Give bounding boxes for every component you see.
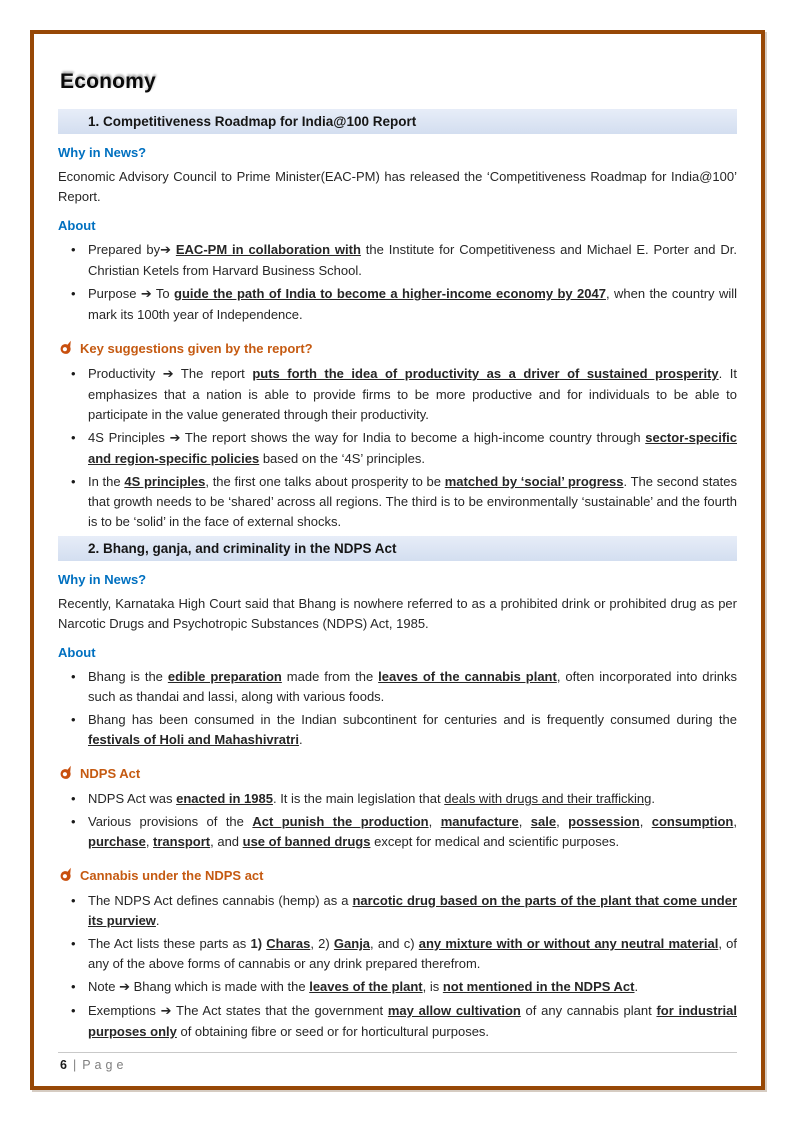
- text-segment: The Act states that the government: [171, 1003, 388, 1018]
- text-segment: may allow cultivation: [387, 1003, 521, 1018]
- text-segment: The NDPS Act defines cannabis (hemp) as a: [88, 893, 353, 908]
- text-segment: of any cannabis plant: [520, 1003, 657, 1018]
- text-segment: , often incorporated into drinks such as thandai and lassi, along with various foods.: [88, 669, 737, 704]
- text-segment: Bhang which is made with the: [129, 979, 310, 994]
- arrow-glyph: ➔: [160, 243, 171, 258]
- orange-subheading: [58, 340, 737, 356]
- page-number: 6: [60, 1058, 67, 1072]
- text-segment: Ganja: [333, 936, 371, 951]
- text-segment: Act punish the production: [252, 814, 429, 829]
- blue-subheading: About: [58, 645, 96, 660]
- page-footer: [58, 1052, 737, 1078]
- text-segment: Note: [88, 979, 120, 994]
- text-segment: manufacture: [440, 814, 519, 829]
- arrow-glyph: ➔: [119, 980, 130, 995]
- hand-pointer-icon: [58, 867, 72, 883]
- arrow-glyph: ➔: [162, 367, 174, 382]
- text-segment: ,: [556, 814, 569, 829]
- text-segment: made from the: [281, 669, 379, 684]
- text-segment: edible preparation: [167, 669, 282, 684]
- text-segment: , is: [422, 979, 443, 994]
- arrow-glyph: ➔: [169, 431, 181, 446]
- list-item: [88, 789, 737, 809]
- text-segment: Exemptions: [88, 1003, 161, 1018]
- list-item: [88, 364, 737, 425]
- section-header-text: 2. Bhang, ganja, and criminality in the NDPS Act: [88, 541, 397, 556]
- text-segment: not mentioned in the NDPS Act: [442, 979, 635, 994]
- text-segment: sector-specific and region-specific policies: [88, 430, 737, 466]
- section-header-bar: [58, 536, 737, 561]
- arrow-glyph: ➔: [160, 1004, 172, 1019]
- text-segment: Prepared by: [88, 242, 161, 257]
- bullet-list: [58, 789, 737, 852]
- orange-subheading-text: Key suggestions given by the report?: [80, 340, 313, 356]
- text-segment: purchase: [88, 834, 146, 849]
- orange-subheading: [58, 765, 737, 781]
- body-paragraph: [58, 167, 737, 207]
- text-segment: transport: [153, 834, 211, 849]
- hand-pointer-icon: [58, 340, 72, 356]
- text-segment: .: [651, 791, 656, 806]
- text-segment: narcotic drug based on the parts of the plant that come under its purview: [88, 893, 737, 928]
- bullet-list: [58, 891, 737, 1042]
- text-segment: except for medical and scientific purposes.: [370, 834, 620, 849]
- list-item: [88, 1001, 737, 1042]
- orange-subheading-text: NDPS Act: [80, 765, 141, 781]
- document-content: [58, 105, 737, 1052]
- text-segment: the Institute for Competitiveness and Michael E. Porter and Dr. Christian Ketels from Harvard Business School.: [88, 242, 737, 278]
- text-segment: use of banned drugs: [242, 834, 371, 849]
- text-segment: consumption: [651, 814, 734, 829]
- text-segment: The Act lists these parts as: [88, 936, 251, 951]
- text-segment: based on the ‘4S’ principles.: [259, 451, 425, 466]
- text-segment: Charas: [266, 936, 311, 951]
- text-segment: of obtaining fibre or seed or for horticultural purposes.: [176, 1024, 490, 1039]
- text-segment: guide the path of India to become a higher-income economy by 2047: [174, 286, 606, 301]
- page-border-frame: [30, 30, 765, 1090]
- text-segment: Productivity: [88, 366, 163, 381]
- text-segment: , and c): [370, 936, 419, 951]
- body-paragraph: [58, 594, 737, 634]
- text-segment: 4S Principles: [88, 430, 170, 445]
- text-segment: matched by ‘social’ progress: [444, 474, 624, 489]
- text-segment: . It emphasizes that a nation is able to provide firms to be more productive and for individuals to be able to participate in the value generated through their productivity.: [88, 366, 737, 422]
- arrow-glyph: ➔: [140, 287, 152, 302]
- text-segment: , the first one talks about prosperity to be: [205, 474, 445, 489]
- text-segment: enacted in 1985: [176, 791, 273, 806]
- text-segment: Purpose: [88, 286, 141, 301]
- text-segment: , when the country will mark its 100th year of Independence.: [88, 286, 737, 322]
- section-header-bar: [58, 109, 737, 134]
- bullet-list: [58, 364, 737, 532]
- text-segment: deals with drugs and their trafficking: [444, 791, 652, 806]
- text-segment: NDPS Act was: [88, 791, 177, 806]
- list-item: [88, 934, 737, 974]
- list-item: [88, 812, 737, 852]
- text-segment: for industrial purposes only: [88, 1003, 737, 1039]
- list-item: [88, 977, 737, 998]
- list-item: [88, 472, 737, 532]
- list-item: [88, 667, 737, 707]
- text-segment: . The second states that growth needs to be ‘shared’ across all regions. The third is to be environmentally ‘sustainable’ and the fourth is to be ‘solid’ in the face of external shocks.: [88, 474, 737, 529]
- list-item: [88, 891, 737, 931]
- text-segment: .: [634, 979, 639, 994]
- text-segment: 4S principles: [124, 474, 206, 489]
- text-segment: Bhang has been consumed in the Indian subcontinent for centuries and is frequently consumed during the: [88, 712, 737, 727]
- text-segment: leaves of the plant: [309, 979, 423, 994]
- text-segment: leaves of the cannabis plant: [378, 669, 557, 684]
- text-segment: ,: [518, 814, 531, 829]
- text-segment: Recently, Karnataka High Court said that Bhang is nowhere referred to as a prohibited drink or prohibited drug as per Narcotic Drugs and Psychotropic Substances (NDPS) Act, 1985.: [58, 596, 737, 631]
- text-segment: , of any of the above forms of cannabis or any drink prepared therefrom.: [88, 936, 737, 971]
- text-segment: In the: [88, 474, 125, 489]
- hand-pointer-icon: [58, 765, 72, 781]
- text-segment: ,: [428, 814, 441, 829]
- text-segment: Economic Advisory Council to Prime Minister(EAC-PM) has released the ‘Competitiveness Roadmap for India@100’ Report.: [58, 169, 737, 204]
- orange-subheading-text: Cannabis under the NDPS act: [80, 867, 264, 883]
- text-segment: To: [151, 286, 175, 301]
- orange-subheading: [58, 867, 737, 883]
- text-segment: , and: [210, 834, 243, 849]
- text-segment: Various provisions of the: [88, 814, 253, 829]
- list-item: [88, 710, 737, 750]
- text-segment: .: [298, 732, 303, 747]
- blue-subheading: About: [58, 218, 96, 233]
- text-segment: , 2): [310, 936, 334, 951]
- list-item: [88, 428, 737, 469]
- text-segment: Bhang is the: [88, 669, 168, 684]
- list-item: [88, 284, 737, 325]
- text-segment: sale: [530, 814, 557, 829]
- blue-subheading: Why in News?: [58, 572, 147, 587]
- text-segment: festivals of Holi and Mahashivratri: [88, 732, 299, 747]
- list-item: [88, 240, 737, 281]
- page-title: Economy: [60, 70, 156, 93]
- text-segment: . It is the main legislation that: [272, 791, 445, 806]
- section-header-text: 1. Competitiveness Roadmap for India@100 Report: [88, 114, 417, 129]
- text-segment: The report shows the way for India to become a high-income country through: [180, 430, 646, 445]
- footer-page-label: Page: [82, 1058, 128, 1072]
- footer-separator: |: [72, 1058, 77, 1072]
- text-segment: EAC-PM in collaboration with: [175, 242, 361, 257]
- text-segment: ,: [639, 814, 652, 829]
- bullet-list: [58, 667, 737, 750]
- text-segment: ,: [145, 834, 154, 849]
- blue-subheading: Why in News?: [58, 145, 147, 160]
- text-segment: puts forth the idea of productivity as a driver of sustained prosperity: [252, 366, 719, 381]
- bullet-list: [58, 240, 737, 325]
- text-segment: any mixture with or without any neutral material: [418, 936, 719, 951]
- text-segment: possession: [568, 814, 640, 829]
- text-segment: 1): [250, 936, 263, 951]
- text-segment: The report: [173, 366, 253, 381]
- text-segment: ,: [733, 814, 737, 829]
- text-segment: .: [155, 913, 160, 928]
